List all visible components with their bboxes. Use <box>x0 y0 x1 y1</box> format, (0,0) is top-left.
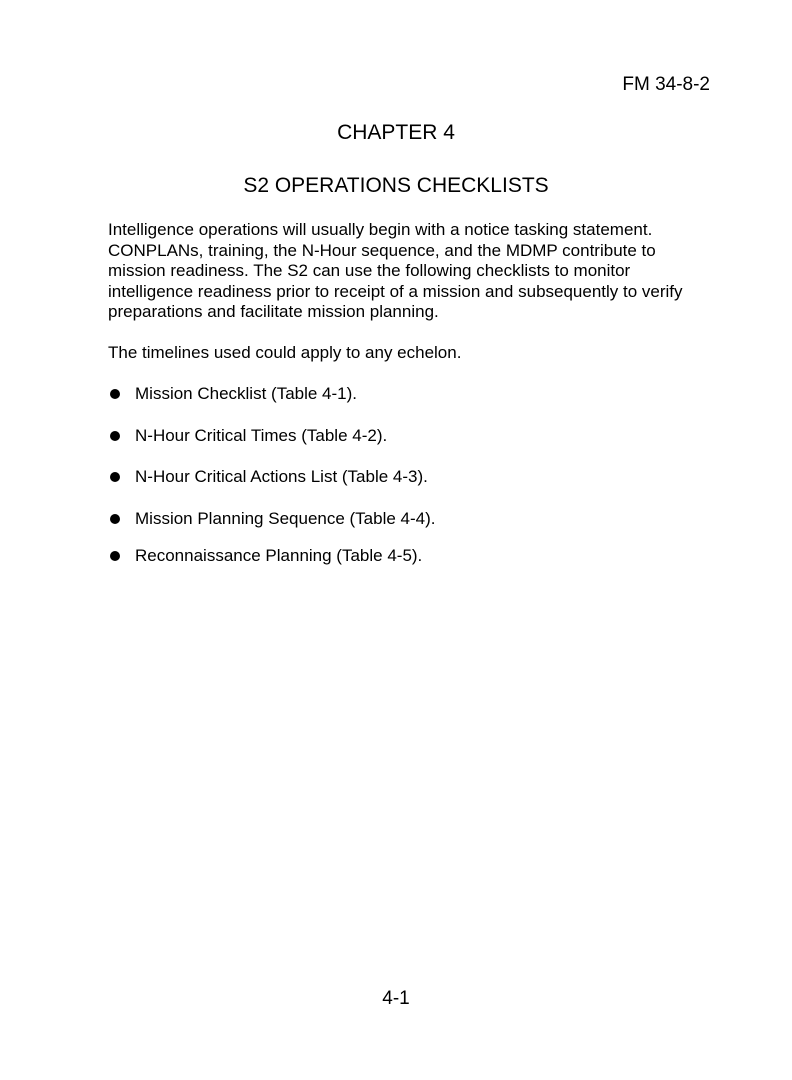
bullet-icon <box>110 472 120 482</box>
list-item-text: Mission Planning Sequence (Table 4-4). <box>135 509 436 528</box>
intro-line: CONPLANs, training, the N-Hour sequence, and the MDMP contribute to <box>108 240 656 260</box>
bullet-icon <box>110 514 120 524</box>
intro-line: Intelligence operations will usually begin with a notice tasking statement. <box>108 220 653 239</box>
section-title: S2 OPERATIONS CHECKLISTS <box>243 174 549 197</box>
list-item-text: Reconnaissance Planning (Table 4-5). <box>135 546 423 565</box>
list-item-text: N-Hour Critical Actions List (Table 4-3). <box>135 467 428 486</box>
document-id: FM 34-8-2 <box>622 74 710 95</box>
list-item-text: Mission Checklist (Table 4-1). <box>135 384 358 403</box>
intro-paragraph <box>108 220 728 323</box>
intro-line: intelligence readiness prior to receipt of a mission and subsequently to verify <box>108 281 683 301</box>
chapter-title: CHAPTER 4 <box>337 121 455 144</box>
bullet-icon <box>110 389 120 399</box>
bullet-icon <box>110 551 120 561</box>
timelines-paragraph: The timelines used could apply to any echelon. <box>108 343 462 362</box>
list-item-text: N-Hour Critical Times (Table 4-2). <box>135 426 388 445</box>
intro-line: mission readiness. The S2 can use the following checklists to monitor <box>108 261 631 280</box>
page-number: 4-1 <box>382 988 410 1009</box>
intro-line: preparations and facilitate mission planning. <box>108 302 439 321</box>
bullet-icon <box>110 431 120 441</box>
